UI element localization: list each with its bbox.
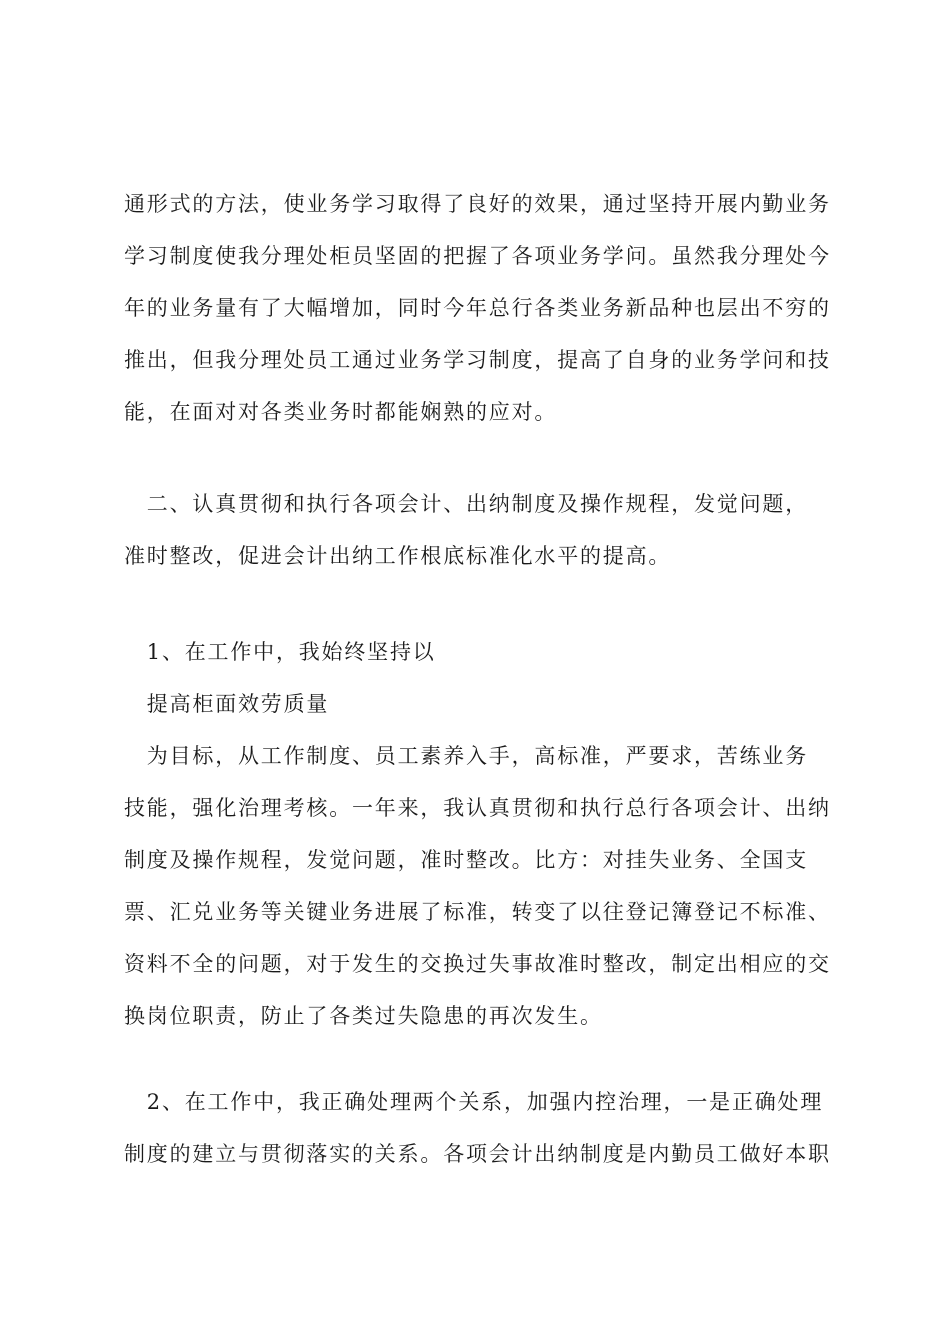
text-line: 二、认真贯彻和执行各项会计、出纳制度及操作规程，发觉问题， [124,492,808,516]
text-line: 制度及操作规程，发觉问题，准时整改。比方：对挂失业务、全国支 [124,848,808,872]
text-line: 通形式的方法，使业务学习取得了良好的效果，通过坚持开展内勤业务 [124,192,831,216]
text-line: 提高柜面效劳质量 [124,692,330,716]
text-line: 资料不全的问题，对于发生的交换过失事故准时整改，制定出相应的交 [124,952,831,976]
text-line: 技能，强化治理考核。一年来，我认真贯彻和执行总行各项会计、出纳 [124,796,831,820]
text-line: 1、在工作中，我始终坚持以 [124,640,436,664]
text-line: 学习制度使我分理处柜员坚固的把握了各项业务学问。虽然我分理处今 [124,244,831,268]
section-heading-two [124,478,844,582]
text-line: 能，在面对对各类业务时都能娴熟的应对。 [124,400,558,424]
text-line: 制度的建立与贯彻落实的关系。各项会计出纳制度是内勤员工做好本职 [124,1142,831,1166]
text-line: 推出，但我分理处员工通过业务学习制度，提高了自身的业务学问和技 [124,348,831,372]
text-line: 年的业务量有了大幅增加，同时今年总行各类业务新品种也层出不穷的 [124,296,831,320]
text-line: 2、在工作中，我正确处理两个关系，加强内控治理，一是正确处理 [124,1090,824,1114]
text-line: 换岗位职责，防止了各类过失隐患的再次发生。 [124,1004,603,1028]
paragraph-item-one [124,626,844,1042]
text-line: 票、汇兑业务等关键业务进展了标准，转变了以往登记簿登记不标准、 [124,900,831,924]
paragraph-item-two [124,1076,844,1180]
paragraph-business-study [124,178,844,438]
text-line: 准时整改，促进会计出纳工作根底标准化水平的提高。 [124,544,672,568]
text-line: 为目标，从工作制度、员工素养入手，高标准，严要求，苦练业务 [124,744,808,768]
